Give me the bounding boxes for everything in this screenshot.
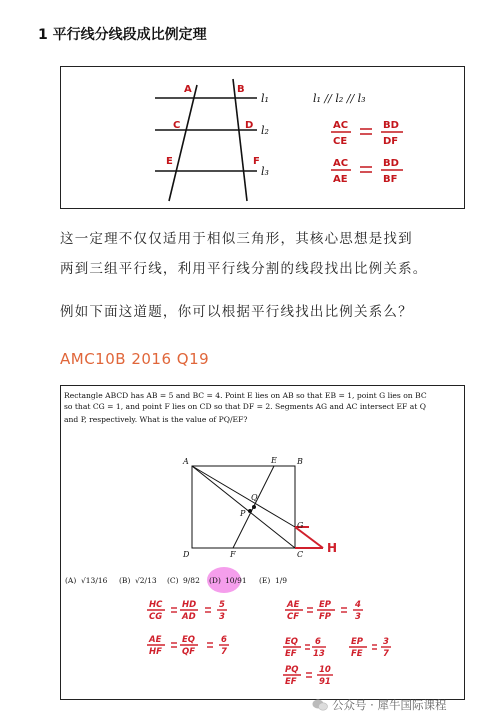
label-d: D: [245, 120, 254, 131]
eq2-d1: CF: [287, 612, 300, 622]
problem-diagram: [61, 386, 464, 699]
section-heading: 1 平行线分线段成比例定理: [38, 27, 207, 43]
problem-figure: [60, 385, 465, 700]
label-l3: l₃: [261, 165, 269, 178]
label-f: F: [253, 156, 260, 167]
label-e: E: [166, 156, 173, 167]
footer-watermark: [312, 697, 446, 713]
footer-label: 公众号 · 犀牛国际课程: [332, 698, 447, 712]
paragraph-3: 例如下面这道题，你可以根据平行线找出比例关系么？: [60, 304, 413, 320]
eq6-n1: PQ: [285, 665, 299, 675]
eq3-d2: QF: [182, 647, 196, 657]
eq3-n1: AE: [149, 635, 162, 645]
eq1-d2: AD: [182, 612, 196, 622]
eq6-n2: 10: [319, 665, 331, 675]
choice-b-letter: (B): [119, 576, 131, 585]
pt-e: E: [271, 456, 277, 465]
label-b: B: [237, 84, 245, 95]
r2-d1: AE: [333, 174, 348, 185]
eq1-n2: HD: [182, 600, 197, 610]
choice-b-value: √2/13: [135, 576, 157, 585]
eq6-d1: EF: [285, 677, 297, 687]
eq5-d1: FE: [351, 649, 363, 659]
pt-h: H: [327, 541, 338, 555]
problem-line-2: so that CG = 1, and point F lies on CD so that DF = 2. Segments AG and AC intersect EF at Q: [64, 402, 426, 411]
choice-c-value: 9/82: [183, 576, 200, 585]
choice-d-value: 10/91: [225, 576, 247, 585]
theorem-diagram: [61, 67, 464, 208]
label-l2: l₂: [261, 124, 269, 137]
eq2-n3: 4: [355, 600, 361, 610]
pt-q: Q: [251, 493, 258, 502]
choice-a-value: √13/16: [81, 576, 108, 585]
eq5-n1: EP: [351, 637, 364, 647]
theorem-figure: [60, 66, 465, 209]
parallel-note: l₁ // l₂ // l₃: [313, 92, 366, 105]
choice-c-letter: (C): [167, 576, 179, 585]
eq5-d2: 7: [383, 649, 389, 659]
eq4-n2: 6: [315, 637, 321, 647]
label-c: C: [173, 120, 181, 131]
eq2-n2: EP: [319, 600, 332, 610]
label-a: A: [184, 84, 192, 95]
choice-d-letter: (D): [209, 576, 221, 585]
eq2-d3: 3: [355, 612, 361, 622]
eq4-n1: EQ: [285, 637, 299, 647]
pt-d: D: [183, 550, 190, 559]
problem-line-1: Rectangle ABCD has AB = 5 and BC = 4. Point E lies on AB so that EB = 1, point G lies on BC: [64, 391, 427, 400]
r2-d2: BF: [383, 174, 398, 185]
wechat-icon: [312, 699, 328, 711]
paragraph-1: 这一定理不仅仅适用于相似三角形，其核心思想是找到: [60, 231, 413, 247]
eq1-n3: 5: [219, 600, 225, 610]
paragraph-2: 两到三组平行线，利用平行线分割的线段找出比例关系。: [60, 261, 428, 277]
eq2-n1: AE: [287, 600, 300, 610]
r1-d1: CE: [333, 136, 348, 147]
pt-a: A: [183, 457, 189, 466]
r1-n2: BD: [383, 120, 399, 131]
r1-n1: AC: [333, 120, 349, 131]
choice-e-letter: (E): [259, 576, 271, 585]
r2-n1: AC: [333, 158, 349, 169]
pt-c: C: [297, 550, 304, 559]
label-l1: l₁: [261, 92, 269, 105]
r1-d2: DF: [383, 136, 399, 147]
pt-g: G: [297, 521, 304, 530]
eq4-d1: EF: [285, 649, 297, 659]
eq2-d2: FP: [319, 612, 332, 622]
choice-e-value: 1/9: [275, 576, 288, 585]
pt-b: B: [297, 457, 303, 466]
eq3-d3: 7: [221, 647, 227, 657]
choice-a-letter: (A): [65, 576, 77, 585]
eq3-d1: HF: [149, 647, 162, 657]
eq4-d2: 13: [313, 649, 325, 659]
problem-line-3: and P, respectively. What is the value of PQ/EF?: [64, 415, 248, 424]
eq1-d1: CG: [149, 612, 163, 622]
eq1-n1: HC: [149, 600, 163, 610]
eq6-d2: 91: [319, 677, 331, 687]
eq3-n2: EQ: [182, 635, 196, 645]
problem-title: AMC10B 2016 Q19: [60, 350, 210, 368]
eq3-n3: 6: [221, 635, 227, 645]
pt-p: P: [240, 509, 246, 518]
pt-f: F: [230, 550, 236, 559]
eq5-n2: 3: [383, 637, 389, 647]
eq1-d3: 3: [219, 612, 225, 622]
r2-n2: BD: [383, 158, 399, 169]
